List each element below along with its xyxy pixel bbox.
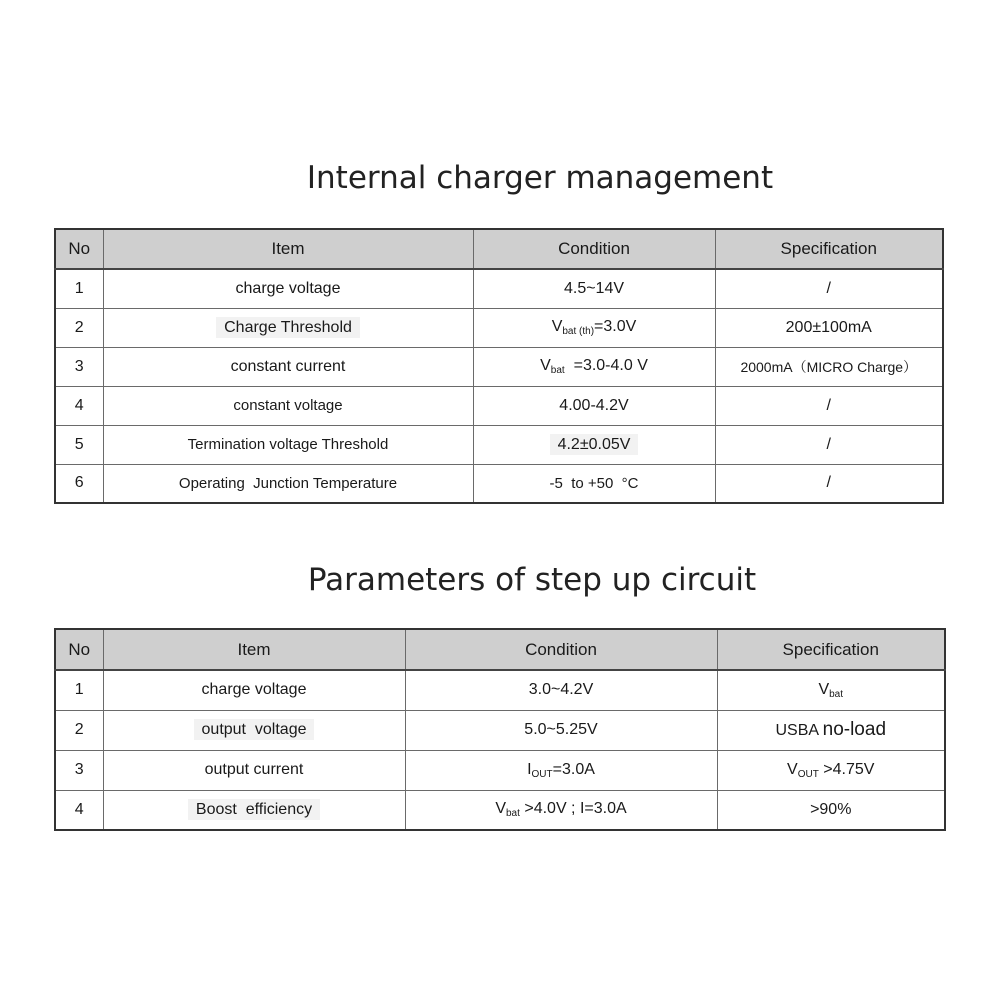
cell-condition bbox=[405, 750, 717, 790]
item-text: Charge Threshold bbox=[216, 317, 360, 338]
cell-item: Operating Junction Temperature bbox=[103, 464, 473, 503]
cell-spec: / bbox=[715, 425, 943, 464]
cell-no: 5 bbox=[55, 425, 103, 464]
cell-condition bbox=[405, 790, 717, 830]
cell-no: 3 bbox=[55, 750, 103, 790]
cell-spec: 2000mA（MICRO Charge） bbox=[715, 347, 943, 386]
cell-spec: 200±100mA bbox=[715, 308, 943, 347]
cell-no: 1 bbox=[55, 670, 103, 710]
charger-management-table bbox=[54, 228, 944, 504]
cell-spec bbox=[717, 670, 945, 710]
table-row bbox=[55, 464, 943, 503]
cell-item: charge voltage bbox=[103, 269, 473, 308]
header-condition: Condition bbox=[473, 229, 715, 269]
item-text: Boost efficiency bbox=[188, 799, 320, 820]
cell-condition: -5 to +50 °C bbox=[473, 464, 715, 503]
table2-title: Parameters of step up circuit bbox=[307, 562, 757, 598]
cell-spec: >90% bbox=[717, 790, 945, 830]
table-row bbox=[55, 347, 943, 386]
cond-value: =3.0V bbox=[594, 318, 637, 335]
table-row bbox=[55, 790, 945, 830]
cond-symbol: V bbox=[540, 357, 551, 374]
table-row bbox=[55, 670, 945, 710]
spec-no-load-text: no-load bbox=[822, 719, 887, 740]
cell-spec: / bbox=[715, 464, 943, 503]
cell-spec: / bbox=[715, 386, 943, 425]
header-specification: Specification bbox=[715, 229, 943, 269]
table-row bbox=[55, 308, 943, 347]
cond-value: =3.0-4.0 V bbox=[564, 357, 648, 374]
cond-value: >4.0V ; I=3.0A bbox=[519, 800, 627, 818]
table-header-row bbox=[55, 229, 943, 269]
step-up-circuit-table bbox=[54, 628, 946, 831]
cell-item bbox=[103, 790, 405, 830]
cell-no: 3 bbox=[55, 347, 103, 386]
table-row bbox=[55, 386, 943, 425]
table-header-row bbox=[55, 629, 945, 670]
cell-no: 2 bbox=[55, 710, 103, 750]
cell-spec bbox=[717, 710, 945, 750]
cond-subscript: OUT bbox=[531, 768, 553, 780]
header-item: Item bbox=[103, 229, 473, 269]
cell-condition bbox=[473, 308, 715, 347]
cell-condition: 4.5~14V bbox=[473, 269, 715, 308]
header-item: Item bbox=[103, 629, 405, 670]
cell-condition: 3.0~4.2V bbox=[405, 670, 717, 710]
cell-item bbox=[103, 710, 405, 750]
cond-subscript: bat (th) bbox=[562, 326, 595, 337]
spec-symbol: V bbox=[818, 680, 830, 698]
table-row bbox=[55, 710, 945, 750]
cell-no: 1 bbox=[55, 269, 103, 308]
cell-item: constant voltage bbox=[103, 386, 473, 425]
cell-no: 6 bbox=[55, 464, 103, 503]
cell-item: constant current bbox=[103, 347, 473, 386]
spec-value: >4.75V bbox=[818, 760, 875, 778]
cell-spec bbox=[717, 750, 945, 790]
cell-condition: 5.0~5.25V bbox=[405, 710, 717, 750]
table1-title: Internal charger management bbox=[306, 160, 774, 196]
cell-condition: 4.00-4.2V bbox=[473, 386, 715, 425]
item-text: output voltage bbox=[194, 719, 315, 740]
spec-subscript: OUT bbox=[797, 768, 819, 780]
cell-no: 4 bbox=[55, 386, 103, 425]
header-condition: Condition bbox=[405, 629, 717, 670]
cell-item: charge voltage bbox=[103, 670, 405, 710]
cell-item: Termination voltage Threshold bbox=[103, 425, 473, 464]
cond-symbol: V bbox=[495, 800, 506, 818]
spec-usb-text: USBA bbox=[775, 722, 819, 739]
cond-symbol: I bbox=[527, 760, 532, 778]
cond-subscript: bat bbox=[550, 365, 565, 376]
cell-condition bbox=[473, 425, 715, 464]
cell-item: output current bbox=[103, 750, 405, 790]
cell-no: 2 bbox=[55, 308, 103, 347]
cell-spec: / bbox=[715, 269, 943, 308]
condition-text: 4.2±0.05V bbox=[550, 434, 639, 455]
cond-value: =3.0A bbox=[552, 760, 595, 778]
cell-item bbox=[103, 308, 473, 347]
header-no: No bbox=[55, 229, 103, 269]
spec-subscript: bat bbox=[829, 688, 844, 700]
table-row bbox=[55, 425, 943, 464]
cell-condition bbox=[473, 347, 715, 386]
cond-symbol: V bbox=[551, 318, 563, 335]
cond-subscript: bat bbox=[506, 808, 520, 820]
header-no: No bbox=[55, 629, 103, 670]
header-specification: Specification bbox=[717, 629, 945, 670]
table-row bbox=[55, 269, 943, 308]
cell-no: 4 bbox=[55, 790, 103, 830]
table-row bbox=[55, 750, 945, 790]
spec-symbol: V bbox=[787, 760, 798, 778]
